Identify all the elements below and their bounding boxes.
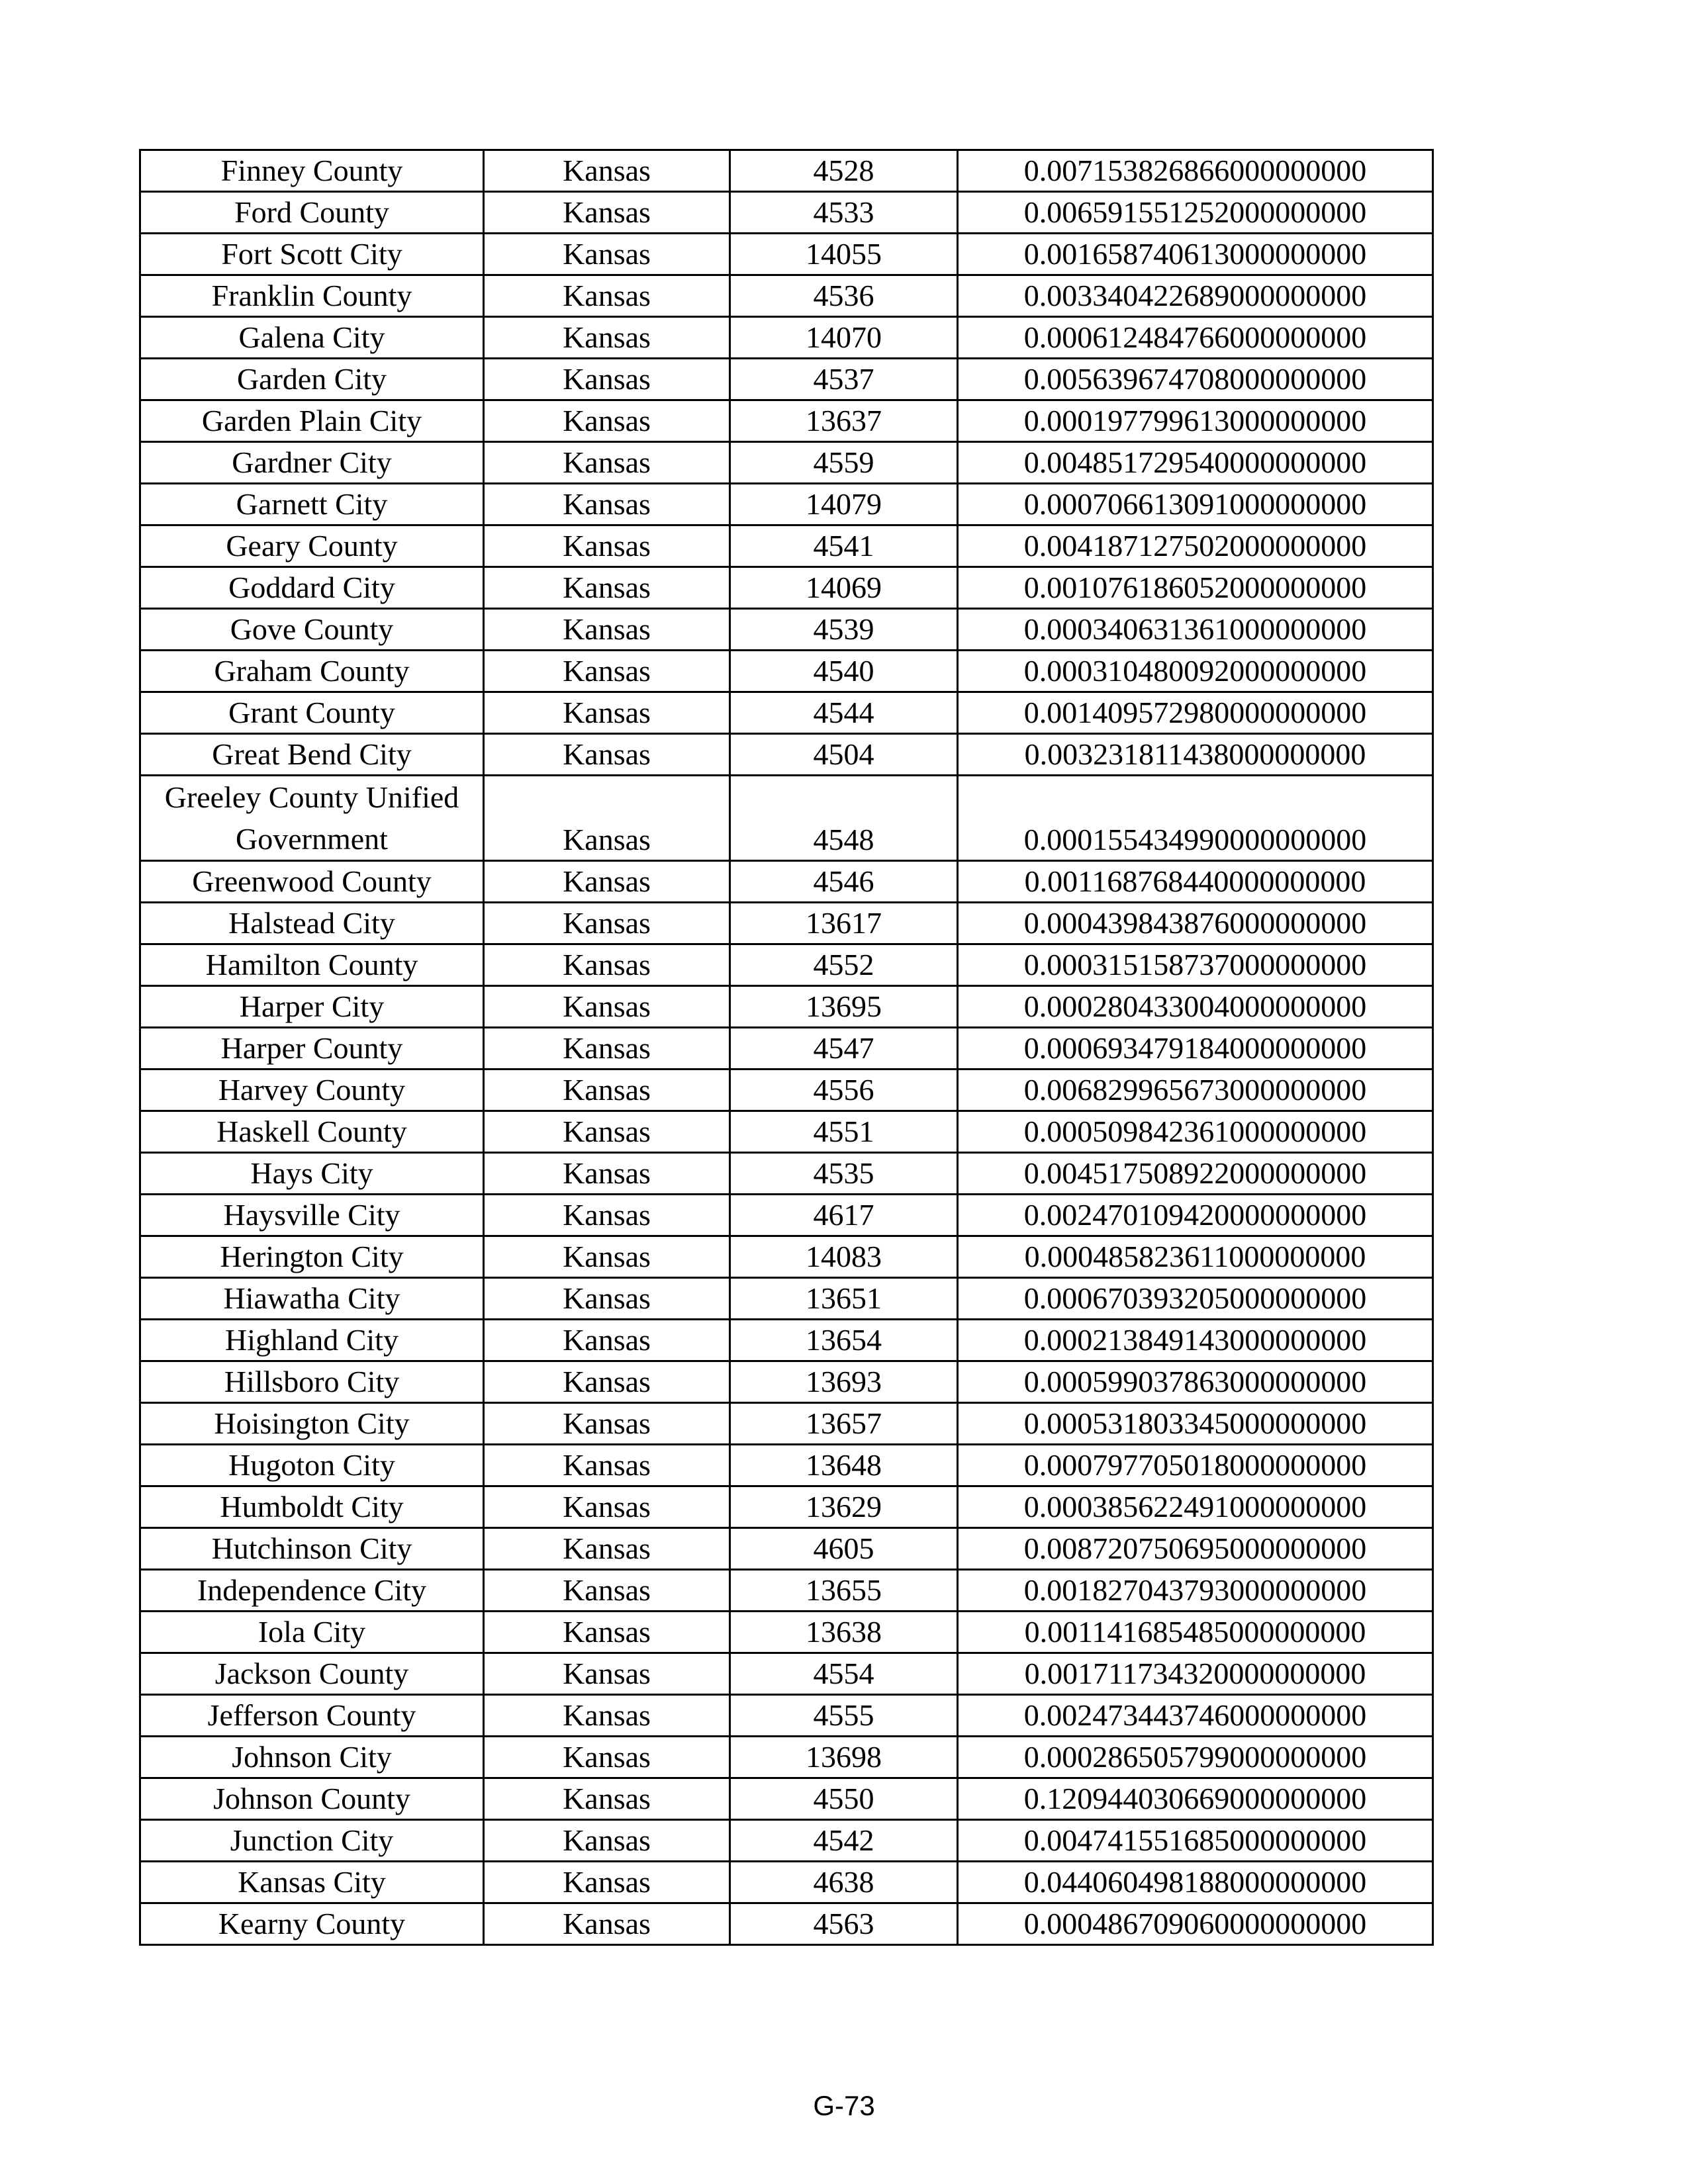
entity-name-cell: Hillsboro City [140,1361,484,1403]
entity-id-cell: 13698 [730,1737,958,1778]
allocation-value-cell: 0.006591551252000000000 [958,192,1433,234]
entity-id-cell: 4536 [730,275,958,317]
entity-id-cell: 4550 [730,1778,958,1820]
allocation-value-cell: 0.000439843876000000000 [958,903,1433,944]
allocation-value-cell: 0.002470109420000000000 [958,1195,1433,1236]
allocation-value-cell: 0.000485823611000000000 [958,1236,1433,1278]
table-row [140,903,1433,944]
state-cell: Kansas [484,1028,730,1069]
entity-id-cell: 4556 [730,1069,958,1111]
entity-id-cell: 13695 [730,986,958,1028]
entity-name-cell: Harper County [140,1028,484,1069]
table-row [140,1653,1433,1695]
allocation-value-cell: 0.000315158737000000000 [958,944,1433,986]
table-row [140,1028,1433,1069]
state-cell: Kansas [484,192,730,234]
allocation-value-cell: 0.001141685485000000000 [958,1612,1433,1653]
entity-id-cell: 4540 [730,651,958,692]
entity-id-cell: 13655 [730,1570,958,1612]
state-cell: Kansas [484,525,730,567]
table-row [140,1528,1433,1570]
allocation-value-cell: 0.003340422689000000000 [958,275,1433,317]
state-cell: Kansas [484,1320,730,1361]
state-cell: Kansas [484,1278,730,1320]
entity-id-cell: 4555 [730,1695,958,1737]
table-row [140,1778,1433,1820]
entity-name-cell: Ford County [140,192,484,234]
allocation-value-cell: 0.000706613091000000000 [958,484,1433,525]
state-cell: Kansas [484,1361,730,1403]
state-cell: Kansas [484,1486,730,1528]
entity-id-cell: 13637 [730,400,958,442]
data-table [139,149,1434,1946]
table-row [140,192,1433,234]
allocation-value-cell: 0.120944030669000000000 [958,1778,1433,1820]
allocation-value-cell: 0.004851729540000000000 [958,442,1433,484]
allocation-value-cell: 0.001827043793000000000 [958,1570,1433,1612]
state-cell: Kansas [484,400,730,442]
entity-name-cell: Garden City [140,359,484,400]
state-cell: Kansas [484,275,730,317]
state-cell: Kansas [484,1820,730,1862]
entity-id-cell: 14083 [730,1236,958,1278]
state-cell: Kansas [484,1236,730,1278]
state-cell: Kansas [484,1612,730,1653]
entity-name-cell: Harvey County [140,1069,484,1111]
allocation-value-cell: 0.000310480092000000000 [958,651,1433,692]
state-cell: Kansas [484,861,730,903]
table-row [140,1737,1433,1778]
entity-name-cell: Garnett City [140,484,484,525]
entity-name-cell: Grant County [140,692,484,734]
entity-name-cell: Haskell County [140,1111,484,1153]
entity-id-cell: 4563 [730,1903,958,1945]
table-row [140,1695,1433,1737]
allocation-value-cell: 0.002473443746000000000 [958,1695,1433,1737]
table-row [140,1445,1433,1486]
entity-name-cell: Hugoton City [140,1445,484,1486]
entity-id-cell: 13657 [730,1403,958,1445]
allocation-value-cell: 0.000599037863000000000 [958,1361,1433,1403]
table-row [140,861,1433,903]
entity-name-cell: Gove County [140,609,484,651]
allocation-value-cell: 0.008720750695000000000 [958,1528,1433,1570]
allocation-value-cell: 0.001076186052000000000 [958,567,1433,609]
entity-id-cell: 13651 [730,1278,958,1320]
table-row [140,1069,1433,1111]
table-row [140,734,1433,776]
entity-name-cell: Herington City [140,1236,484,1278]
allocation-value-cell: 0.000197799613000000000 [958,400,1433,442]
entity-name-cell: Humboldt City [140,1486,484,1528]
entity-name-cell: Independence City [140,1570,484,1612]
allocation-value-cell: 0.000213849143000000000 [958,1320,1433,1361]
entity-id-cell: 13617 [730,903,958,944]
allocation-value-cell: 0.006829965673000000000 [958,1069,1433,1111]
state-cell: Kansas [484,1195,730,1236]
entity-name-cell: Hamilton County [140,944,484,986]
entity-name-cell: Graham County [140,651,484,692]
state-cell: Kansas [484,1778,730,1820]
entity-name-cell: Goddard City [140,567,484,609]
allocation-value-cell: 0.004517508922000000000 [958,1153,1433,1195]
entity-id-cell: 4547 [730,1028,958,1069]
allocation-value-cell: 0.000486709060000000000 [958,1903,1433,1945]
table-row [140,1903,1433,1945]
table-row [140,234,1433,275]
allocation-value-cell: 0.001409572980000000000 [958,692,1433,734]
state-cell: Kansas [484,150,730,192]
entity-name-cell: Hays City [140,1153,484,1195]
entity-name-cell: Hiawatha City [140,1278,484,1320]
entity-name-cell: Jackson County [140,1653,484,1695]
table-row [140,1820,1433,1862]
table-row [140,1278,1433,1320]
entity-id-cell: 4542 [730,1820,958,1862]
state-cell: Kansas [484,903,730,944]
table-row [140,275,1433,317]
entity-id-cell: 14079 [730,484,958,525]
state-cell: Kansas [484,1903,730,1945]
state-cell: Kansas [484,1445,730,1486]
allocation-value-cell: 0.000155434990000000000 [958,776,1433,861]
state-cell: Kansas [484,1528,730,1570]
entity-name-cell: Greeley County Unified Government [140,776,484,861]
state-cell: Kansas [484,986,730,1028]
entity-name-cell: Kansas City [140,1862,484,1903]
entity-id-cell: 4552 [730,944,958,986]
state-cell: Kansas [484,234,730,275]
state-cell: Kansas [484,1695,730,1737]
state-cell: Kansas [484,1111,730,1153]
entity-name-cell: Junction City [140,1820,484,1862]
state-cell: Kansas [484,1403,730,1445]
state-cell: Kansas [484,442,730,484]
state-cell: Kansas [484,651,730,692]
entity-id-cell: 4544 [730,692,958,734]
entity-id-cell: 4537 [730,359,958,400]
entity-name-cell: Gardner City [140,442,484,484]
entity-id-cell: 4638 [730,1862,958,1903]
entity-id-cell: 4546 [730,861,958,903]
table-row [140,651,1433,692]
entity-id-cell: 4548 [730,776,958,861]
table-row [140,567,1433,609]
entity-id-cell: 13648 [730,1445,958,1486]
table-row [140,1570,1433,1612]
allocation-value-cell: 0.000670393205000000000 [958,1278,1433,1320]
entity-id-cell: 4504 [730,734,958,776]
state-cell: Kansas [484,567,730,609]
allocation-value-cell: 0.000531803345000000000 [958,1403,1433,1445]
state-cell: Kansas [484,1570,730,1612]
allocation-value-cell: 0.001168768440000000000 [958,861,1433,903]
entity-id-cell: 4541 [730,525,958,567]
entity-name-cell: Kearny County [140,1903,484,1945]
allocation-value-cell: 0.000612484766000000000 [958,317,1433,359]
entity-name-cell: Jefferson County [140,1695,484,1737]
table-row [140,1236,1433,1278]
table-row [140,986,1433,1028]
entity-name-cell: Finney County [140,150,484,192]
state-cell: Kansas [484,1737,730,1778]
table-row [140,1153,1433,1195]
entity-name-cell: Greenwood County [140,861,484,903]
entity-id-cell: 14069 [730,567,958,609]
table-row [140,944,1433,986]
allocation-value-cell: 0.000385622491000000000 [958,1486,1433,1528]
state-cell: Kansas [484,1653,730,1695]
entity-name-cell: Geary County [140,525,484,567]
entity-id-cell: 13654 [730,1320,958,1361]
table-row [140,317,1433,359]
entity-name-cell: Halstead City [140,903,484,944]
table-row [140,1612,1433,1653]
allocation-value-cell: 0.044060498188000000000 [958,1862,1433,1903]
entity-name-cell: Garden Plain City [140,400,484,442]
entity-id-cell: 13638 [730,1612,958,1653]
state-cell: Kansas [484,359,730,400]
entity-name-cell: Galena City [140,317,484,359]
allocation-value-cell: 0.000797705018000000000 [958,1445,1433,1486]
entity-id-cell: 4533 [730,192,958,234]
state-cell: Kansas [484,776,730,861]
allocation-value-cell: 0.004187127502000000000 [958,525,1433,567]
table-row [140,1195,1433,1236]
allocation-value-cell: 0.000693479184000000000 [958,1028,1433,1069]
table-row [140,1862,1433,1903]
page-number: G-73 [813,2090,875,2121]
entity-id-cell: 4605 [730,1528,958,1570]
allocation-value-cell: 0.003231811438000000000 [958,734,1433,776]
allocation-value-cell: 0.005639674708000000000 [958,359,1433,400]
allocation-value-cell: 0.000286505799000000000 [958,1737,1433,1778]
entity-name-cell: Iola City [140,1612,484,1653]
allocation-value-cell: 0.000280433004000000000 [958,986,1433,1028]
table-row [140,150,1433,192]
table-body [140,150,1433,1945]
entity-id-cell: 14070 [730,317,958,359]
state-cell: Kansas [484,609,730,651]
state-cell: Kansas [484,1069,730,1111]
entity-name-cell: Harper City [140,986,484,1028]
allocation-value-cell: 0.000509842361000000000 [958,1111,1433,1153]
state-cell: Kansas [484,317,730,359]
table-row [140,1111,1433,1153]
table-row [140,776,1433,861]
table-row [140,484,1433,525]
table-row [140,1320,1433,1361]
entity-name-cell: Johnson County [140,1778,484,1820]
allocation-value-cell: 0.004741551685000000000 [958,1820,1433,1862]
entity-name-cell: Hoisington City [140,1403,484,1445]
entity-name-cell: Highland City [140,1320,484,1361]
entity-id-cell: 4554 [730,1653,958,1695]
entity-id-cell: 4535 [730,1153,958,1195]
state-cell: Kansas [484,484,730,525]
entity-id-cell: 13693 [730,1361,958,1403]
table-row [140,692,1433,734]
entity-name-cell: Hutchinson City [140,1528,484,1570]
state-cell: Kansas [484,734,730,776]
entity-name-cell: Haysville City [140,1195,484,1236]
entity-name-cell: Great Bend City [140,734,484,776]
entity-id-cell: 4539 [730,609,958,651]
table-row [140,1403,1433,1445]
entity-name-cell: Fort Scott City [140,234,484,275]
entity-id-cell: 14055 [730,234,958,275]
allocation-value-cell: 0.000340631361000000000 [958,609,1433,651]
entity-id-cell: 4551 [730,1111,958,1153]
entity-id-cell: 4528 [730,150,958,192]
entity-id-cell: 4559 [730,442,958,484]
entity-id-cell: 13629 [730,1486,958,1528]
allocation-value-cell: 0.001711734320000000000 [958,1653,1433,1695]
table-row [140,1361,1433,1403]
entity-id-cell: 4617 [730,1195,958,1236]
state-cell: Kansas [484,1153,730,1195]
allocation-value-cell: 0.007153826866000000000 [958,150,1433,192]
state-cell: Kansas [484,944,730,986]
allocation-value-cell: 0.001658740613000000000 [958,234,1433,275]
state-cell: Kansas [484,1862,730,1903]
table-row [140,609,1433,651]
table-row [140,525,1433,567]
table-row [140,1486,1433,1528]
table-row [140,359,1433,400]
entity-name-cell: Franklin County [140,275,484,317]
state-cell: Kansas [484,692,730,734]
table-row [140,400,1433,442]
table-row [140,442,1433,484]
entity-name-cell: Johnson City [140,1737,484,1778]
